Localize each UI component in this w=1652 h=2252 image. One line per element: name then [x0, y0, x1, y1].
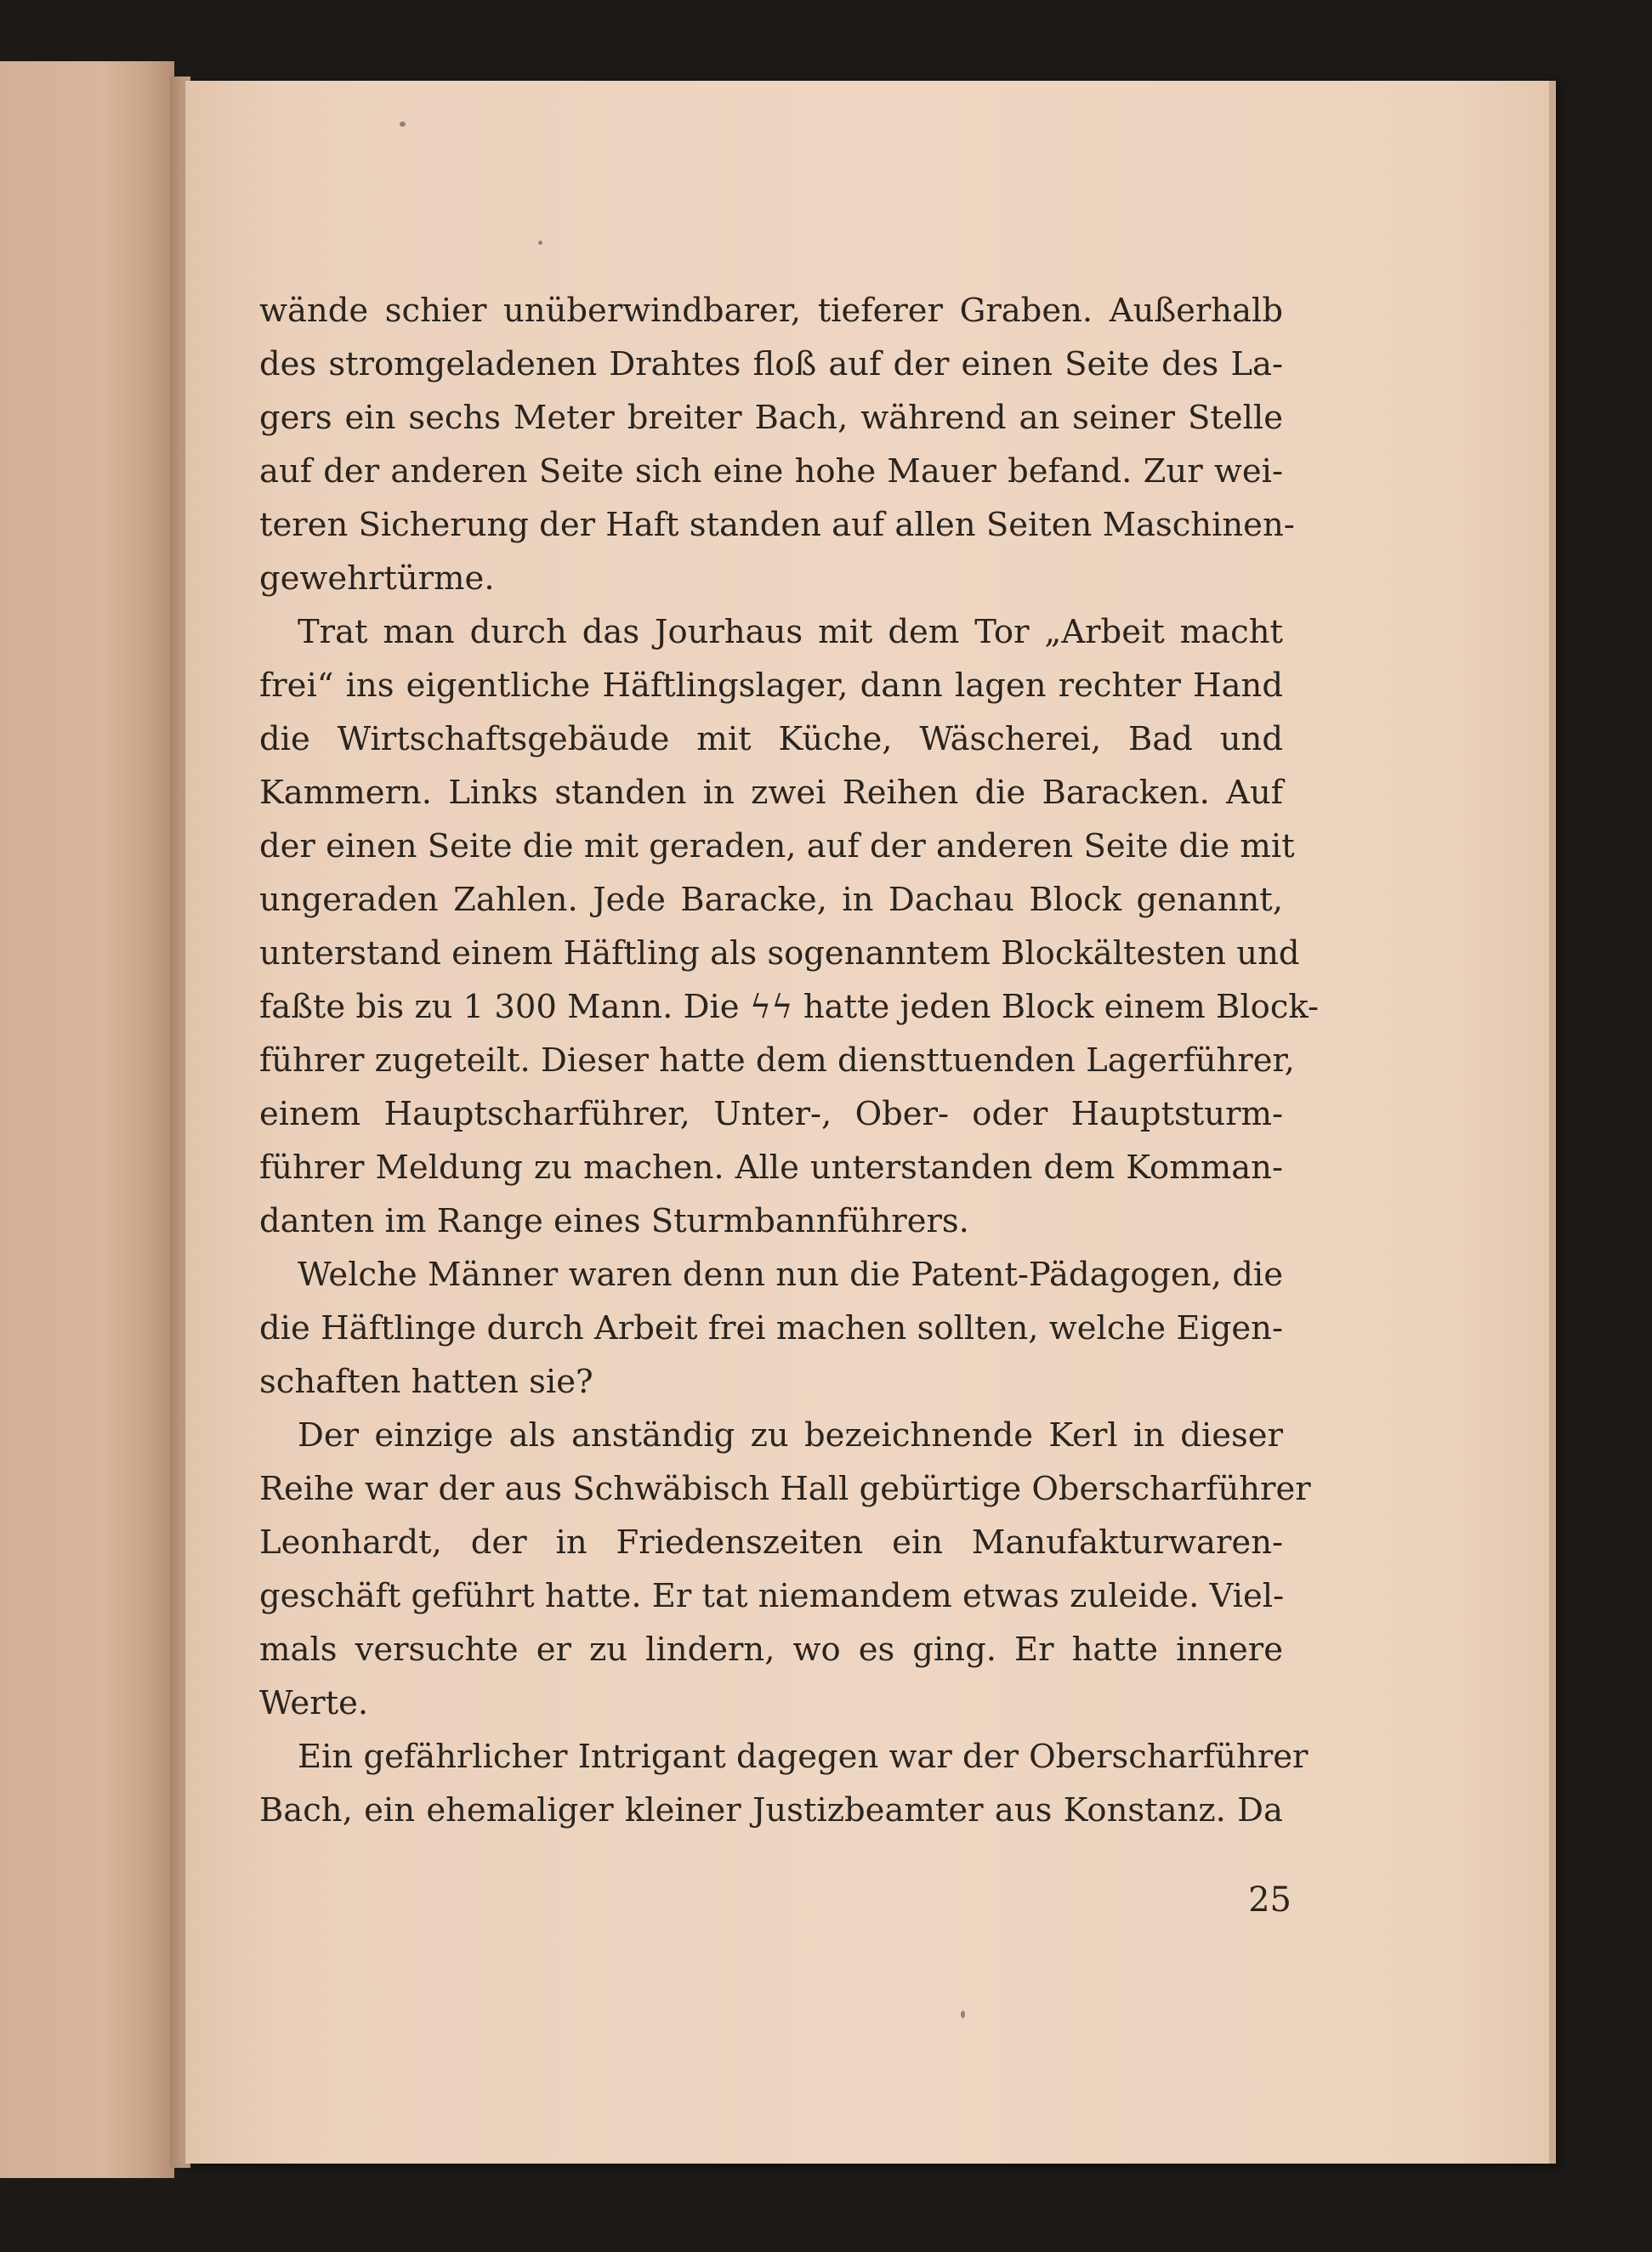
text-line: unterstand einem Häftling als sogenanntem Blockältesten und [259, 934, 1300, 973]
left-page-edge [0, 61, 174, 2178]
text-line: Reihe war der aus Schwäbisch Hall gebürtige Oberscharführer [259, 1470, 1311, 1508]
paper-speck [538, 241, 542, 245]
text-line: gewehrtürme. [259, 559, 495, 598]
page-edge [1549, 81, 1556, 2164]
text-line: Werte. [259, 1684, 369, 1722]
text-line: wände schier unüberwindbarer, tieferer Graben. Außerhalb [259, 292, 1283, 330]
body-text [259, 284, 1320, 1837]
page-number: 25 [1248, 1880, 1292, 1920]
text-line: gers ein sechs Meter breiter Bach, während an seiner Stelle [259, 399, 1283, 437]
text-line: der einen Seite die mit geraden, auf der anderen Seite die mit [259, 827, 1295, 865]
text-line: Kammern. Links standen in zwei Reihen die Baracken. Auf [259, 774, 1283, 812]
text-line: Leonhardt, der in Friedenszeiten ein Manufakturwaren- [259, 1523, 1283, 1562]
text-line: geschäft geführt hatte. Er tat niemandem etwas zuleide. Viel- [259, 1577, 1285, 1615]
text-line: die Häftlinge durch Arbeit frei machen sollten, welche Eigen- [259, 1309, 1283, 1347]
paragraph-4 [259, 1409, 1311, 1730]
text-line: die Wirtschaftsgebäude mit Küche, Wäscherei, Bad und [259, 720, 1283, 758]
text-line: faßte bis zu 1 300 Mann. Die ϟϟ hatte jeden Block einem Block- [259, 988, 1320, 1026]
paper-speck [400, 122, 406, 127]
text-line: Welche Männer waren denn nun die Patent-Pädagogen, die [298, 1256, 1283, 1294]
paragraph-1 [259, 284, 1295, 605]
text-line: frei“ ins eigentliche Häftlingslager, dann lagen rechter Hand [259, 667, 1283, 705]
text-line: des stromgeladenen Drahtes floß auf der einen Seite des La- [259, 345, 1283, 383]
text-line: auf der anderen Seite sich eine hohe Mauer befand. Zur wei- [259, 452, 1283, 491]
text-line: schaften hatten sie? [259, 1363, 593, 1401]
text-line: Ein gefährlicher Intrigant dagegen war der Oberscharführer [298, 1738, 1309, 1776]
paper-speck [961, 2011, 965, 2018]
text-line: danten im Range eines Sturmbannführers. [259, 1202, 969, 1240]
text-line: Der einzige als anständig zu bezeichnende Kerl in dieser [298, 1416, 1283, 1455]
text-line: teren Sicherung der Haft standen auf allen Seiten Maschinen- [259, 506, 1295, 544]
paragraph-5 [259, 1730, 1309, 1837]
text-line: führer zugeteilt. Dieser hatte dem diensttuenden Lagerführer, [259, 1041, 1295, 1080]
text-line: Trat man durch das Jourhaus mit dem Tor „Arbeit macht [298, 613, 1283, 651]
text-line: führer Meldung zu machen. Alle unterstanden dem Komman- [259, 1149, 1283, 1187]
text-line: einem Hauptscharführer, Unter-, Ober- oder Hauptsturm- [259, 1095, 1283, 1133]
text-line: ungeraden Zahlen. Jede Baracke, in Dachau Block genannt, [259, 881, 1283, 919]
text-line: mals versuchte er zu lindern, wo es ging. Er hatte innere [259, 1631, 1283, 1669]
paragraph-3 [259, 1248, 1283, 1409]
paragraph-2 [259, 605, 1320, 1248]
text-line: Bach, ein ehemaliger kleiner Justizbeamter aus Konstanz. Da [259, 1791, 1283, 1829]
